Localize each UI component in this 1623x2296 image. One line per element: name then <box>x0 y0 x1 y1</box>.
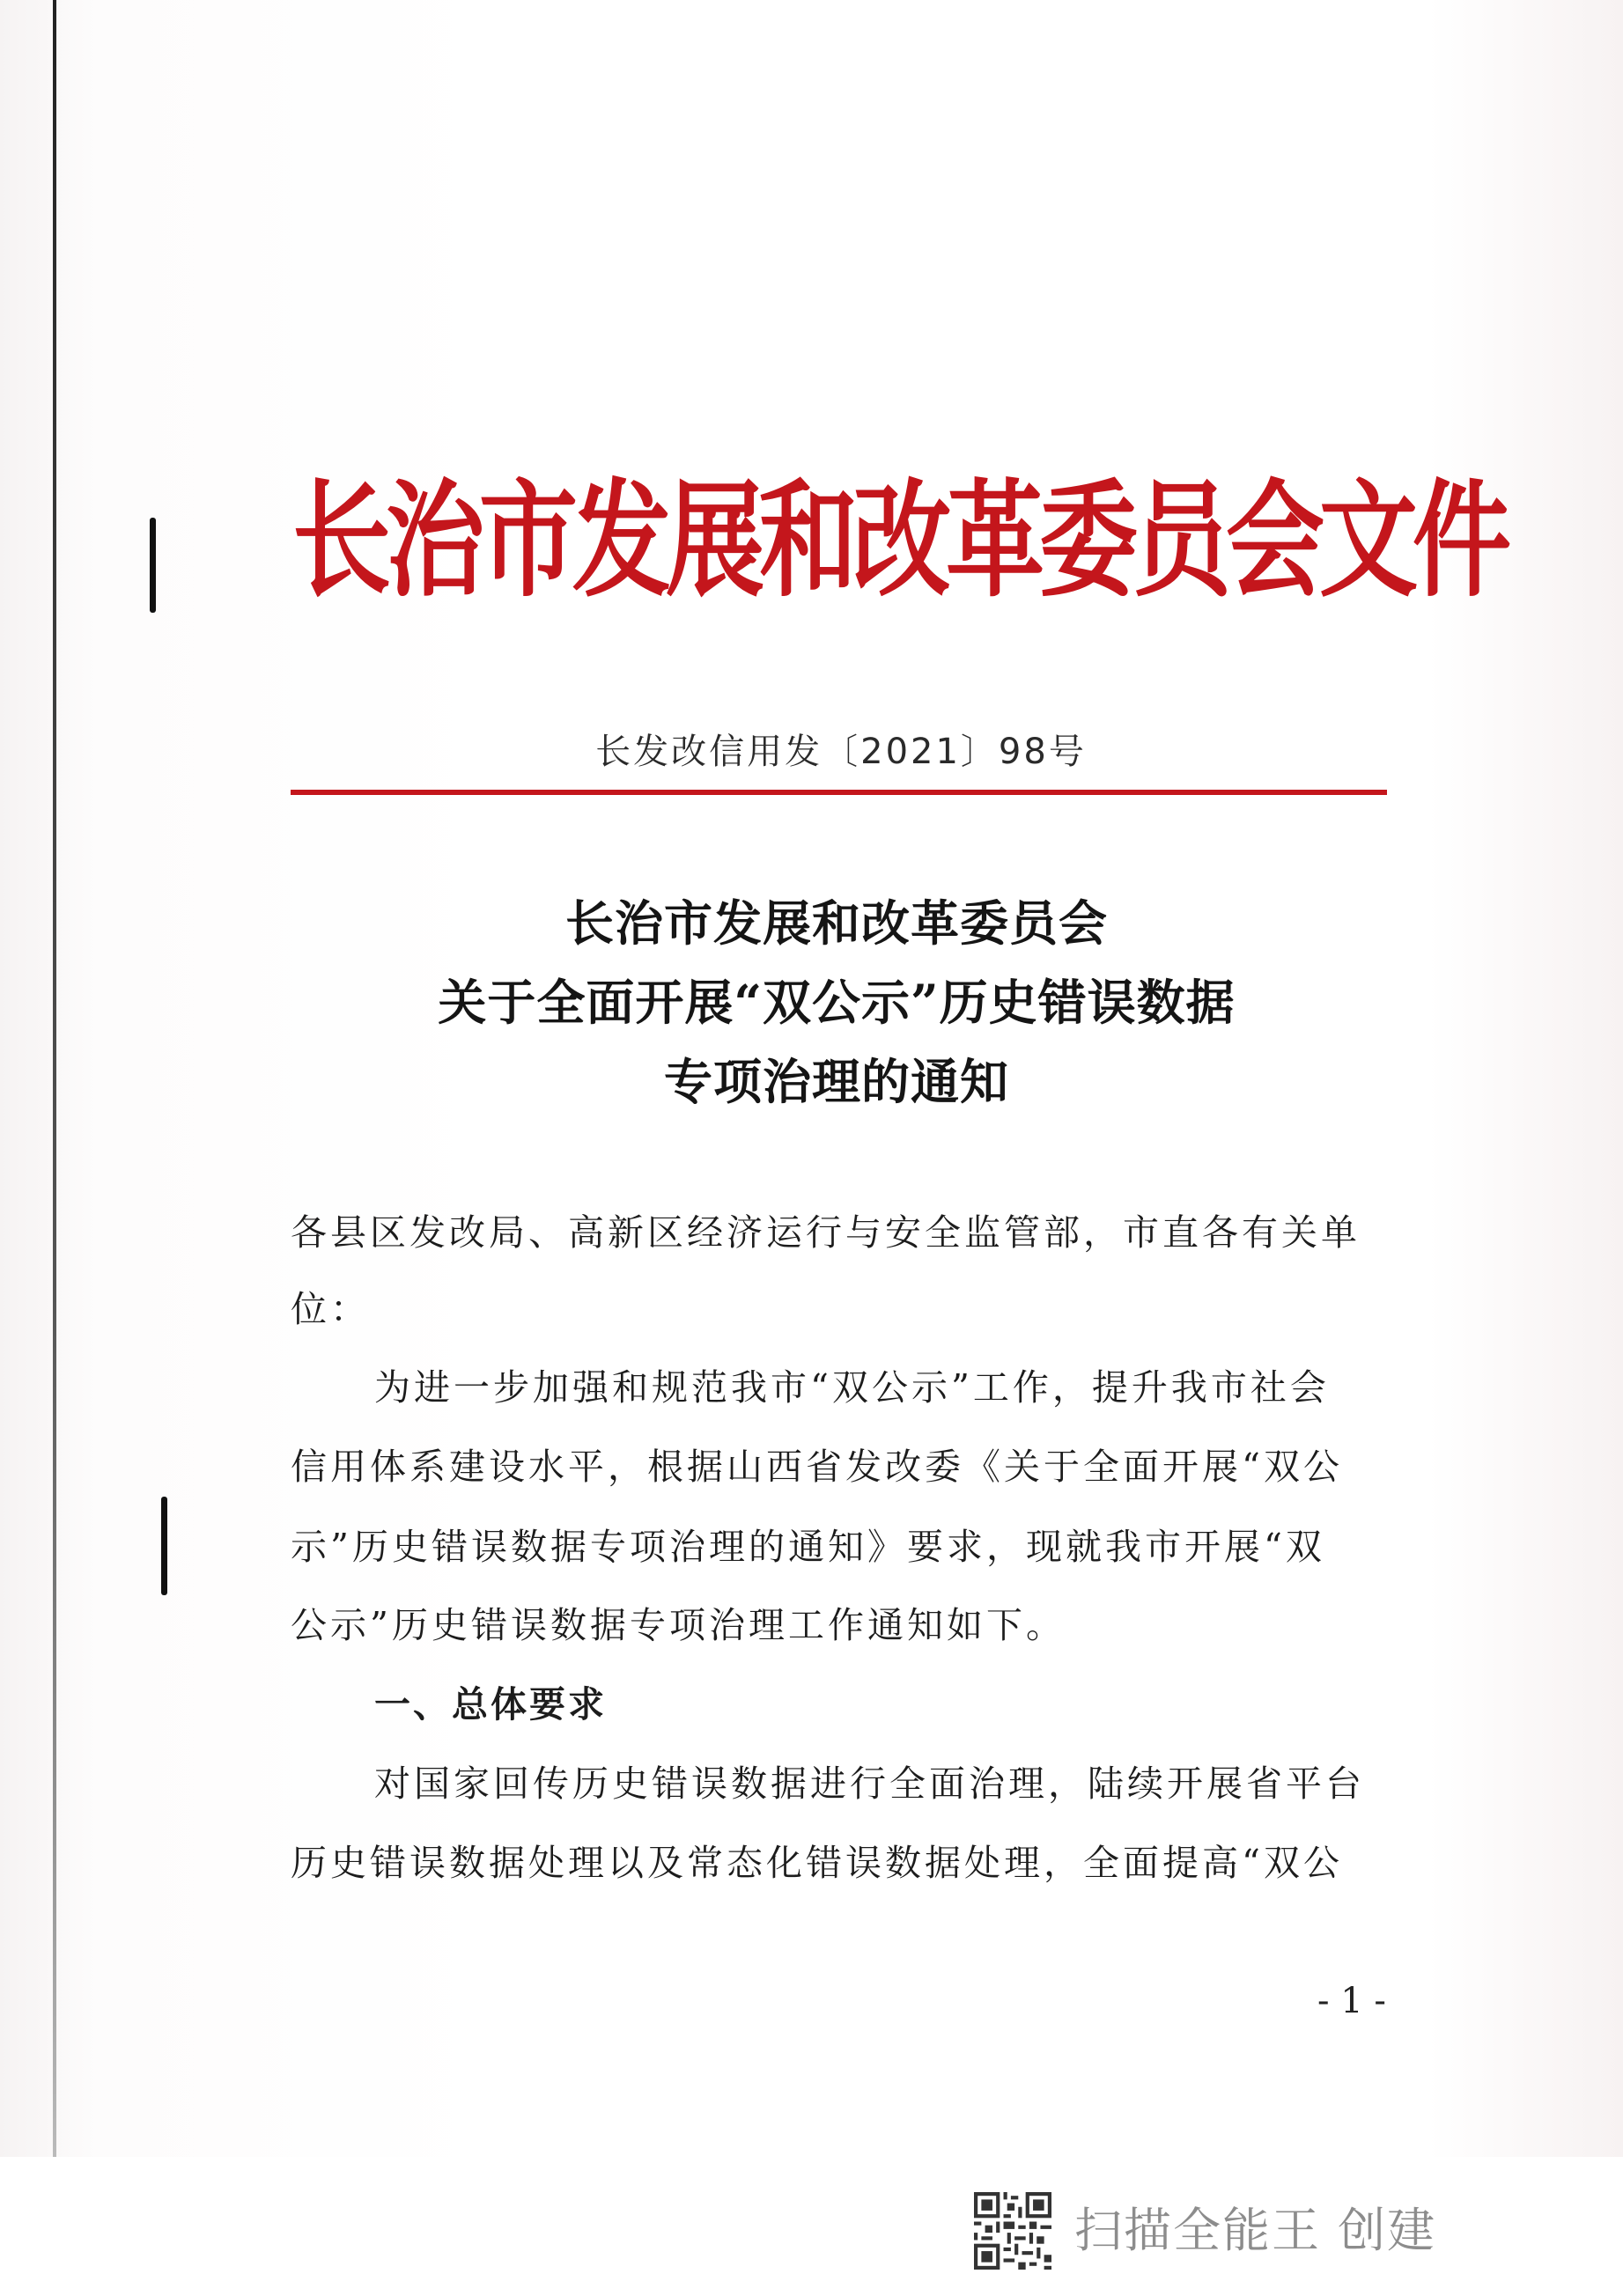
section-heading: 一、总体要求 <box>374 1683 607 1726</box>
title-line-1: 长治市发展和改革委员会 <box>564 894 1108 952</box>
addressee-line-2: 位： <box>291 1288 370 1330</box>
masthead: 长治市发展和改革委员会文件 <box>292 467 1506 615</box>
scan-binding-mark-lower <box>161 1497 167 1595</box>
section-line-1: 对国家回传历史错误数据进行全面治理，陆续开展省平台 <box>374 1762 1365 1805</box>
intro-line-3: 示”历史错误数据专项治理的通知》要求，现就我市开展“双 <box>291 1526 1325 1568</box>
scan-edge-line <box>53 0 56 2166</box>
addressee-line-1: 各县区发改局、高新区经济运行与安全监管部，市直各有关单 <box>291 1211 1361 1254</box>
scan-binding-mark-upper <box>150 518 156 613</box>
intro-line-2: 信用体系建设水平，根据山西省发改委《关于全面开展“双公 <box>291 1446 1343 1488</box>
intro-line-4: 公示”历史错误数据专项治理工作通知如下。 <box>291 1604 1066 1646</box>
title-line-3: 专项治理的通知 <box>663 1053 1009 1110</box>
scanner-watermark: 扫描全能王 创建 <box>1074 2203 1437 2258</box>
intro-line-1: 为进一步加强和规范我市“双公示”工作，提升我市社会 <box>374 1366 1330 1409</box>
red-divider-line <box>291 790 1387 795</box>
qr-code-icon <box>974 2192 1051 2270</box>
title-line-2: 关于全面开展“双公示”历史错误数据 <box>438 974 1236 1031</box>
page-number: - 1 - <box>1317 1981 1386 2021</box>
document-number: 长发改信用发〔2021〕98号 <box>595 732 1087 772</box>
section-line-2: 历史错误数据处理以及常态化错误数据处理，全面提高“双公 <box>291 1842 1343 1884</box>
